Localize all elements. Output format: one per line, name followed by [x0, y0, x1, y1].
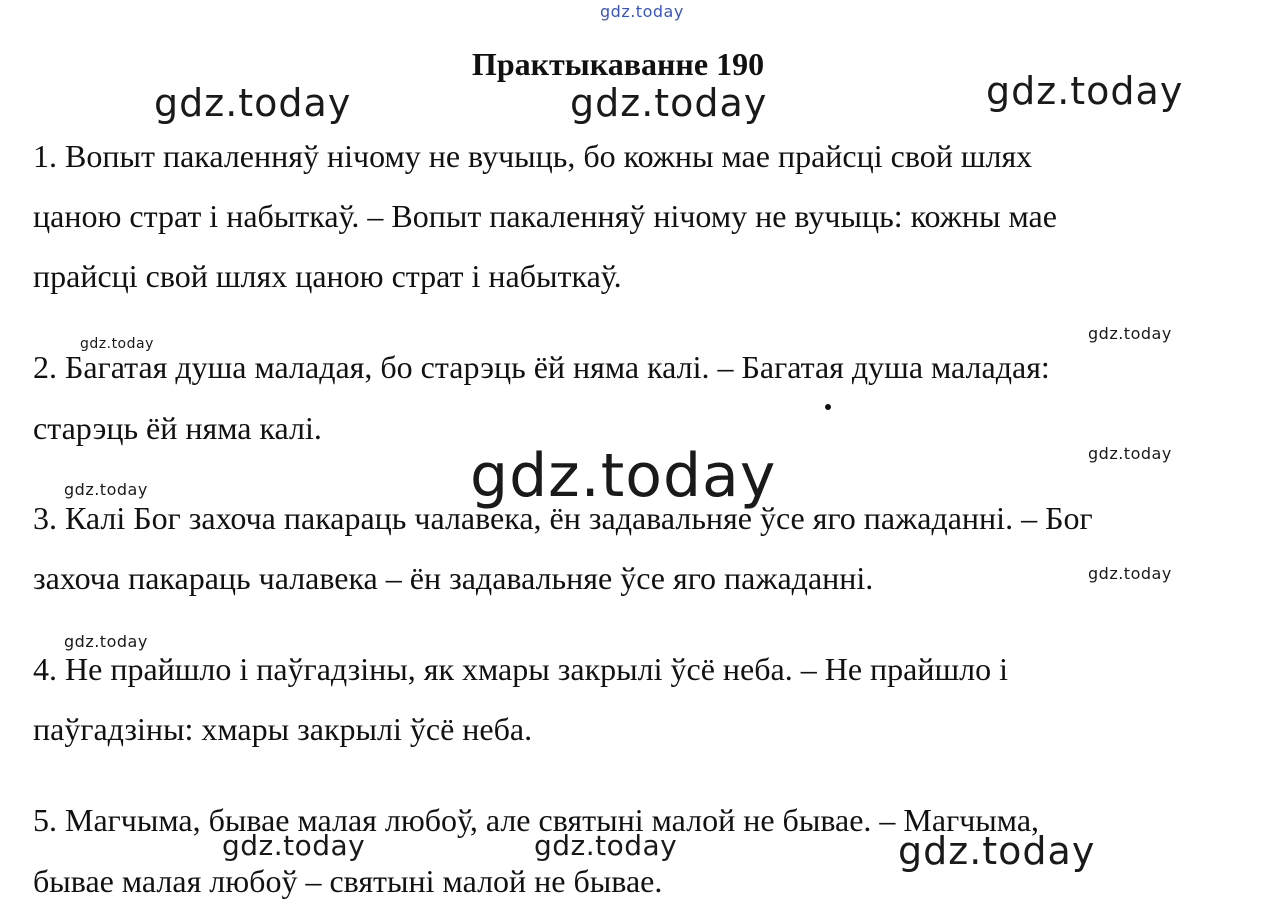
watermark: gdz.today: [64, 480, 148, 499]
text-line: цаною страт і набыткаў. – Вопыт пакаленняў нічому не вучыць: кожны мае: [33, 198, 1057, 234]
text-line: 4. Не прайшло і паўгадзіны, як хмары закрылі ўсё неба. – Не прайшло і: [33, 651, 1008, 687]
text-line: 3. Калі Бог захоча пакараць чалавека, ён задавальняе ўсе яго пажаданні. – Бог: [33, 500, 1093, 536]
page-title: Практыкаванне 190: [471, 46, 765, 82]
text-line: 5. Магчыма, бывае малая любоў, але святыні малой не бывае. – Магчыма,: [33, 802, 1040, 838]
watermark: gdz.today: [986, 69, 1184, 113]
watermark: gdz.today: [470, 441, 777, 511]
watermark: gdz.today: [1088, 564, 1172, 583]
text-line: 1. Вопыт пакаленняў нічому не вучыць, бо кожны мае прайсці свой шлях: [33, 138, 1033, 174]
watermark: gdz.today: [570, 81, 768, 125]
text-line: захоча пакараць чалавека – ён задавальняе ўсе яго пажаданні.: [33, 560, 874, 596]
watermark: gdz.today: [154, 81, 352, 125]
text-line: бывае малая любоў – святыні малой не бывае.: [33, 863, 663, 899]
watermark: gdz.today: [80, 336, 154, 352]
text-line: паўгадзіны: хмары закрылі ўсё неба.: [33, 711, 533, 747]
watermark: gdz.today: [222, 829, 366, 862]
watermark: gdz.today: [898, 829, 1096, 873]
watermark: gdz.today: [64, 632, 148, 651]
text-line: 2. Багатая душа маладая, бо старэць ёй няма калі. – Багатая душа маладая:: [33, 349, 1050, 385]
watermark: gdz.today: [600, 2, 684, 21]
watermark: gdz.today: [1088, 324, 1172, 343]
stray-dot: [825, 404, 831, 410]
text-line: старэць ёй няма калі.: [33, 410, 322, 446]
text-line: прайсці свой шлях цаною страт і набыткаў.: [33, 258, 622, 294]
watermark: gdz.today: [534, 829, 678, 862]
watermark: gdz.today: [1088, 444, 1172, 463]
